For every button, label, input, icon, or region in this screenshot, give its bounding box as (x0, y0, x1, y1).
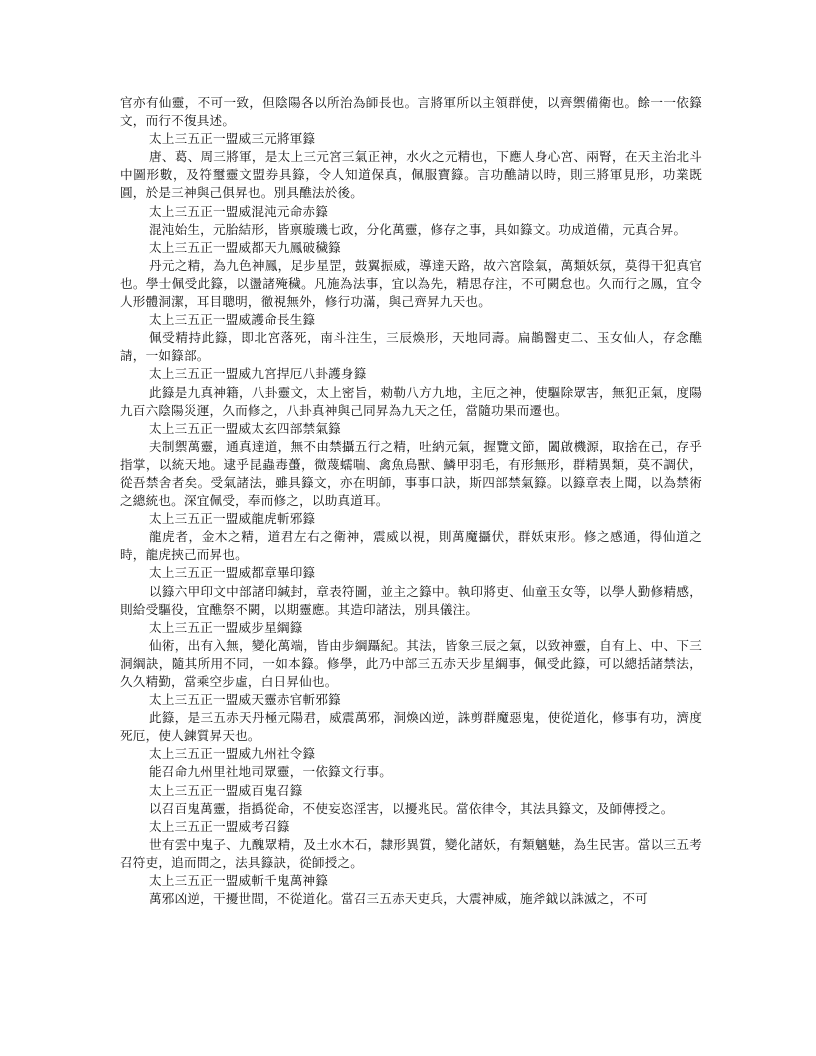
section-heading: 太上三五正一盟威九州社令籙 (149, 746, 316, 762)
section-body: 萬邪凶逆，干擾世間，不從道化。當召三五赤天吏兵，大震神威，施斧鉞以誅滅之，不可 (149, 891, 648, 907)
section-body: 混沌始生，元胎結形，皆禀璇璣七政，分化萬靈，修存之事，具如籙文。功成道備，元真合昇。 (149, 221, 687, 237)
section-heading: 太上三五正一盟威百鬼召籙 (149, 782, 303, 798)
section-body: 此籙，是三五赤天丹極元陽君，威震萬邪，洞煥凶逆，誅剪群魔惡鬼，使從道化，修事有功，濟度死厄，使人鍊質昇天也。 (120, 710, 702, 744)
section-heading: 太上三五正一盟威步星綱籙 (149, 619, 303, 635)
section-body: 夫制禦萬靈，通真達道，無不由禁攝五行之精，吐納元氣，握覽文節，闔啟機源，取捨在己，存乎指掌，以統天地。逮乎昆蟲毒蠆，微蔑蠕喘、禽魚鳥獸、鱗甲羽毛，有形無形，群精異類，莫不調伏，從吾禁舍者矣。受氣諸法，雖具籙文，亦在明師，事事口訣，斯四部禁氣籙。以籙章表上聞，以為禁術之總統也。深宜佩受，奉而修之，以助真道耳。 (120, 438, 702, 509)
section-body: 此籙是九真神籍，八卦靈文，太上密旨，勑勒八方九地，主厄之神，使驅除眾害，無犯正氣，度陽九百六陰陽災運，久而修之，八卦真神與己同昇為九天之任，當隨功果而遷也。 (120, 384, 702, 418)
section-heading: 太上三五正一盟威護命長生籙 (149, 312, 316, 328)
section-heading: 太上三五正一盟威考召籙 (149, 818, 290, 834)
section-heading: 太上三五正一盟威斬千鬼萬神籙 (149, 873, 329, 889)
section-body: 世有雲中鬼子、九醜眾精，及土水木石，隸形異質，變化諸妖，有類魑魅，為生民害。當以三五考召符吏，追而問之，法具籙訣，從師授之。 (120, 836, 702, 870)
section-body: 佩受精持此籙，即北宮落死，南斗注生，三辰煥形，天地同壽。扁鵲醫吏二、玉女仙人，存念醮請，一如籙部。 (120, 330, 702, 364)
section-body: 能召命九州里社地司眾靈，一依籙文行事。 (149, 764, 393, 780)
document-page (120, 94, 702, 908)
intro-continuation: 官亦有仙靈，不可一致，但陰陽各以所治為師長也。言將軍所以主領群使，以齊禦備衛也。餘一一依籙文，而行不復具述。 (120, 95, 702, 129)
section-body: 仙術，出有入無，變化萬端，皆由步綱躡紀。其法，皆象三辰之氣，以致神靈，自有上、中、下三洞綱訣，隨其所用不同，一如本籙。修學，此乃中部三五赤天步星綱事，佩受此籙，可以總括諸禁法，久久精勤，當乘空步虛，白日昇仙也。 (120, 637, 702, 689)
section-heading: 太上三五正一盟威九宮捍厄八卦護身籙 (149, 366, 367, 382)
section-heading: 太上三五正一盟威龍虎斬邪籙 (149, 511, 316, 527)
section-heading: 太上三五正一盟威天靈赤官斬邪籙 (149, 692, 341, 708)
section-heading: 太上三五正一盟威太玄四部禁氣籙 (149, 420, 341, 436)
section-body: 唐、葛、周三將軍，是太上三元宮三氣正神，水火之元精也，下應人身心宮、兩腎，在天主治北斗中圖形數，及符璽靈文盟券具籙，令人知道保真，佩服寶籙。言功醮請以時，則三將軍見形，功業既圓，於是三神與己俱昇也。別具醮法於後。 (120, 149, 702, 201)
section-body: 以籙六甲印文中部諸印緘封，章表符圖，並主之籙中。執印將吏、仙童玉女等，以學人勤修精感，則給受驅役，宜醮祭不闕，以期靈應。其造印諸法，別具儀注。 (120, 583, 702, 617)
section-body: 龍虎者，金木之精，道君左右之衛神，震威以視，則萬魔攝伏，群妖束形。修之感通，得仙道之時，龍虎挾己而昇也。 (120, 529, 702, 563)
section-heading: 太上三五正一盟威都天九鳳破穢籙 (149, 239, 341, 255)
section-heading: 太上三五正一盟威混沌元命赤籙 (149, 203, 329, 219)
section-heading: 太上三五正一盟威三元將軍籙 (149, 131, 316, 147)
section-body: 以召百鬼萬靈，指撝從命，不使妄恣淫害，以擾兆民。當依律令，其法具籙文，及師傳授之。 (149, 800, 674, 816)
section-body: 丹元之精，為九色神鳳，足步星罡，鼓翼振威，導達天路，故六宮陰氣，萬類妖氛，莫得干犯真官也。學士佩受此籙，以盪諸殗穢。凡施為法事，宜以為先，精思存注，不可闕怠也。久而行之鳳，宜令人形體洞潔，耳目聰明，徹視無外，修行功滿，與己齊昇九天也。 (120, 257, 702, 310)
section-heading: 太上三五正一盟威都章畢印籙 (149, 565, 316, 581)
